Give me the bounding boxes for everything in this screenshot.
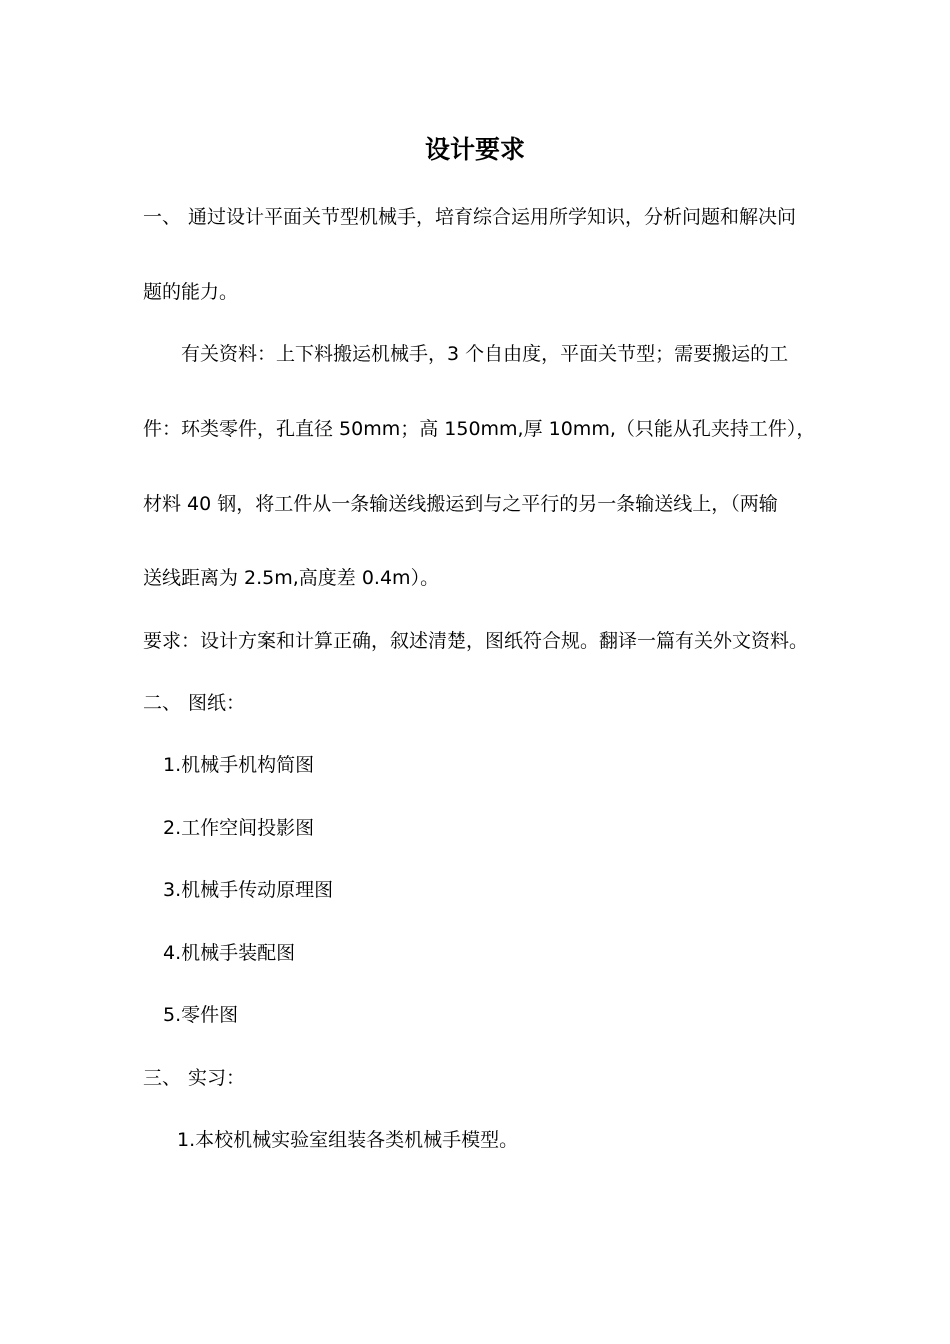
- drawing-item-5: 5.零件图: [163, 1004, 239, 1026]
- materials-line4: 送线距离为 2.5m,高度差 0.4m）。: [143, 567, 440, 589]
- drawing-item-1: 1.机械手机构简图: [163, 754, 315, 776]
- materials-line3: 材料 40 钢，将工件从一条输送线搬运到与之平行的另一条输送线上，（两输: [143, 493, 778, 515]
- section2-marker: 二、: [143, 692, 182, 714]
- section3-heading: 实习：: [188, 1067, 246, 1089]
- materials-line1: 有关资料：上下料搬运机械手，3 个自由度，平面关节型；需要搬运的工: [181, 343, 789, 365]
- drawing-item-3: 3.机械手传动原理图: [163, 879, 334, 901]
- section1-line1: 通过设计平面关节型机械手，培育综合运用所学知识，分析问题和解决问: [188, 206, 797, 228]
- drawing-item-2: 2.工作空间投影图: [163, 817, 315, 839]
- requirements-text: 要求：设计方案和计算正确，叙述清楚，图纸符合规。翻译一篇有关外文资料。: [143, 630, 809, 652]
- drawing-item-4: 4.机械手装配图: [163, 942, 296, 964]
- section1-marker: 一、: [143, 206, 182, 228]
- section1-line2: 题的能力。: [143, 281, 239, 303]
- section2-heading: 图纸：: [188, 692, 246, 714]
- section3-marker: 三、: [143, 1067, 182, 1089]
- page-title: 设计要求: [424, 135, 525, 164]
- materials-line2: 件：环类零件，孔直径 50mm；高 150mm,厚 10mm,（只能从孔夹持工件），: [143, 418, 816, 440]
- practice-item-1: 1.本校机械实验室组装各类机械手模型。: [177, 1129, 519, 1151]
